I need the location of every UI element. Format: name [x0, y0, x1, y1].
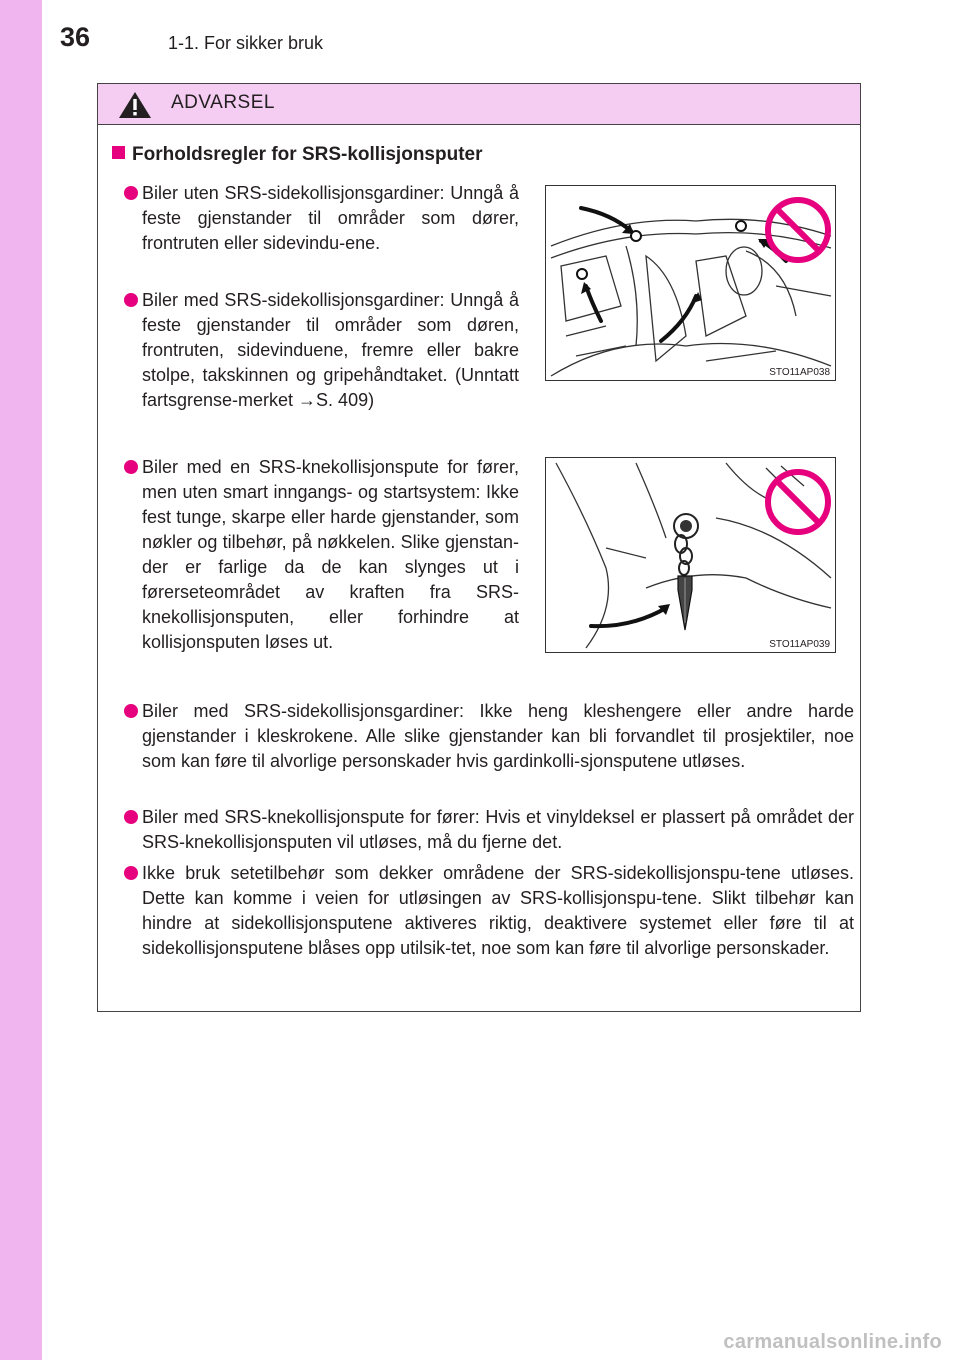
bullet-text: Ikke bruk setetilbehør som dekker områdene der SRS-sidekollisjonspu-tene utløses. Dette kan komme i veien for utløsingen av SRS-kollisjonspu-tene. Slikt tilbehør kan hindre at sidekollisjonsputene aktiveres riktig, deaktivere systemet eller føre til at sidekollisjonsputene blåses opp utilsik-tet, noe som kan føre til alvorlige personskader.	[142, 863, 854, 958]
bullet-item	[142, 455, 519, 655]
chapter-sidebar	[0, 0, 42, 1360]
square-bullet-icon	[112, 146, 125, 159]
bullet-item	[142, 805, 854, 855]
figure-key-ignition	[545, 457, 836, 653]
bullet-text: Biler med SRS-sidekollisjonsgardiner: Ikke heng kleshengere eller andre harde gjenstander i kleskrokene. Alle slike gjenstander kan bli forvandlet til prosjektiler, noe som kan føre til alvorlige personskader hvis gardinkolli-sjonsputene utløses.	[142, 701, 854, 771]
figure-code: STO11AP038	[769, 367, 830, 378]
bullet-text: Biler med SRS-knekollisjonspute for fører: Hvis et vinyldeksel er plassert på området der SRS-knekollisjonsputen vil utløses, må du fjerne det.	[142, 807, 854, 852]
bullet-dot-icon	[124, 810, 138, 824]
warning-label: ADVARSEL	[171, 92, 275, 113]
figure-code: STO11AP039	[769, 639, 830, 650]
bullet-text: Biler med en SRS-knekollisjonspute for fører, men uten smart inngangs- og startsystem: Ikke fest tunge, skarpe eller harde gjenstander, som nøkler og tilbehør, på nøkkelen. Slike gjenstan-der er farlige da de kan slynges ut i førerseteområdet av kraften fra SRS-knekollisjonsputen, eller forhindre at kollisjonsputen løses ut.	[142, 457, 519, 652]
bullet-text: Biler med SRS-sidekollisjonsgardiner: Unngå å feste gjenstander til områder som døren, frontruten, sidevinduene, fremre eller bakre stolpe, takskinnen og gripehåndtaket. (Unntatt fartsgrense-merket →S. 409)	[142, 290, 519, 410]
bullet-item	[142, 861, 854, 961]
watermark: carmanualsonline.info	[723, 1331, 942, 1353]
bullet-dot-icon	[124, 293, 138, 307]
warning-triangle-icon	[118, 91, 152, 119]
bullet-dot-icon	[124, 704, 138, 718]
prohibition-icon	[764, 196, 832, 264]
section-title: 1-1. For sikker bruk	[168, 33, 324, 53]
bullet-text: Biler uten SRS-sidekollisjonsgardiner: Unngå å feste gjenstander til områder som dører, frontruten eller sidevindu-ene.	[142, 183, 519, 253]
prohibition-icon	[764, 468, 832, 536]
warning-heading	[112, 144, 483, 166]
bullet-dot-icon	[124, 460, 138, 474]
bullet-item	[142, 288, 519, 413]
bullet-dot-icon	[124, 866, 138, 880]
bullet-dot-icon	[124, 186, 138, 200]
warning-heading-text: Forholdsregler for SRS-kollisjonsputer	[132, 144, 483, 165]
bullet-item	[142, 181, 519, 256]
warning-header	[98, 84, 860, 125]
bullet-item	[142, 699, 854, 774]
figure-car-interior	[545, 185, 836, 381]
page-number: 36	[60, 22, 91, 52]
warning-box	[97, 83, 861, 1012]
